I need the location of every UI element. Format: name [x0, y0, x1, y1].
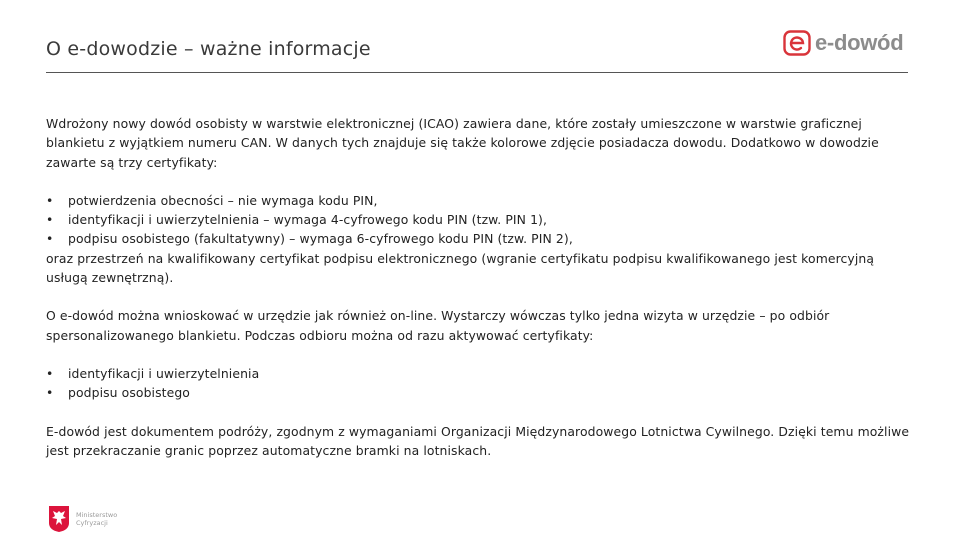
- ministry-line-2: Cyfryzacji: [76, 519, 108, 527]
- list-item-text: identyfikacji i uwierzytelnienia: [68, 365, 260, 381]
- list-item-text: podpisu osobistego: [68, 385, 190, 401]
- e-dowod-logo: [783, 30, 903, 56]
- header-divider: [46, 72, 908, 73]
- ministry-logo: [48, 505, 117, 533]
- list-item-text: potwierdzenia obecności – nie wymaga kodu PIN,: [68, 192, 378, 208]
- list-item: [46, 383, 916, 402]
- bullet: •: [46, 231, 54, 247]
- list-item-text: podpisu osobistego (fakultatywny) – wymaga 6-cyfrowego kodu PIN (tzw. PIN 2),: [68, 231, 573, 247]
- spacer: [46, 403, 916, 422]
- spacer: [46, 172, 916, 191]
- e-dowod-logo-text: e-dowód: [815, 30, 904, 55]
- list-item: [46, 364, 916, 383]
- bullet: •: [46, 212, 54, 228]
- list-tail-text: oraz przestrzeń na kwalifikowany certyfikat podpisu elektronicznego (wgranie certyfikatu podpisu kwalifikowanego jest komercyjną usługą zewnętrzną).: [46, 250, 875, 286]
- ministry-name: [76, 511, 117, 527]
- bullet: •: [46, 365, 54, 381]
- e-dowod-logo-icon: [783, 30, 811, 56]
- page-title: O e-dowodzie – ważne informacje: [46, 38, 371, 60]
- paragraph-intro: Wdrożony nowy dowód osobisty w warstwie elektronicznej (ICAO) zawiera dane, które zostały umieszczone w warstwie graficznej blankietu z wyjątkiem numeru CAN. W danych tych znajduje się także kolorowe zdjęcie posiadacza dowodu. Dodatkowo w dowodzie zawarte są trzy certyfikaty:: [46, 116, 879, 170]
- list-item: [46, 229, 916, 248]
- list-item-text: identyfikacji i uwierzytelnienia – wymaga 4-cyfrowego kodu PIN (tzw. PIN 1),: [68, 212, 548, 228]
- spacer: [46, 345, 916, 364]
- paragraph-online: O e-dowód można wnioskować w urzędzie jak również on-line. Wystarczy wówczas tylko jedna wizyta w urzędzie – po odbiór spersonalizowanego blankietu. Podczas odbioru można od razu aktywować certyfikaty:: [46, 308, 830, 343]
- bullet: •: [46, 192, 54, 208]
- ministry-line-1: Ministerstwo: [76, 511, 118, 519]
- polish-eagle-emblem-icon: [48, 505, 70, 533]
- spacer: [46, 287, 916, 306]
- content-body: [46, 114, 916, 460]
- list-item: [46, 210, 916, 229]
- bullet: •: [46, 385, 54, 401]
- list-item: [46, 191, 916, 210]
- paragraph-travel: E-dowód jest dokumentem podróży, zgodnym z wymaganiami Organizacji Międzynarodowego Lotnictwa Cywilnego. Dzięki temu możliwe jest przekraczanie granic poprzez automatyczne bramki na lotniskach.: [46, 423, 910, 458]
